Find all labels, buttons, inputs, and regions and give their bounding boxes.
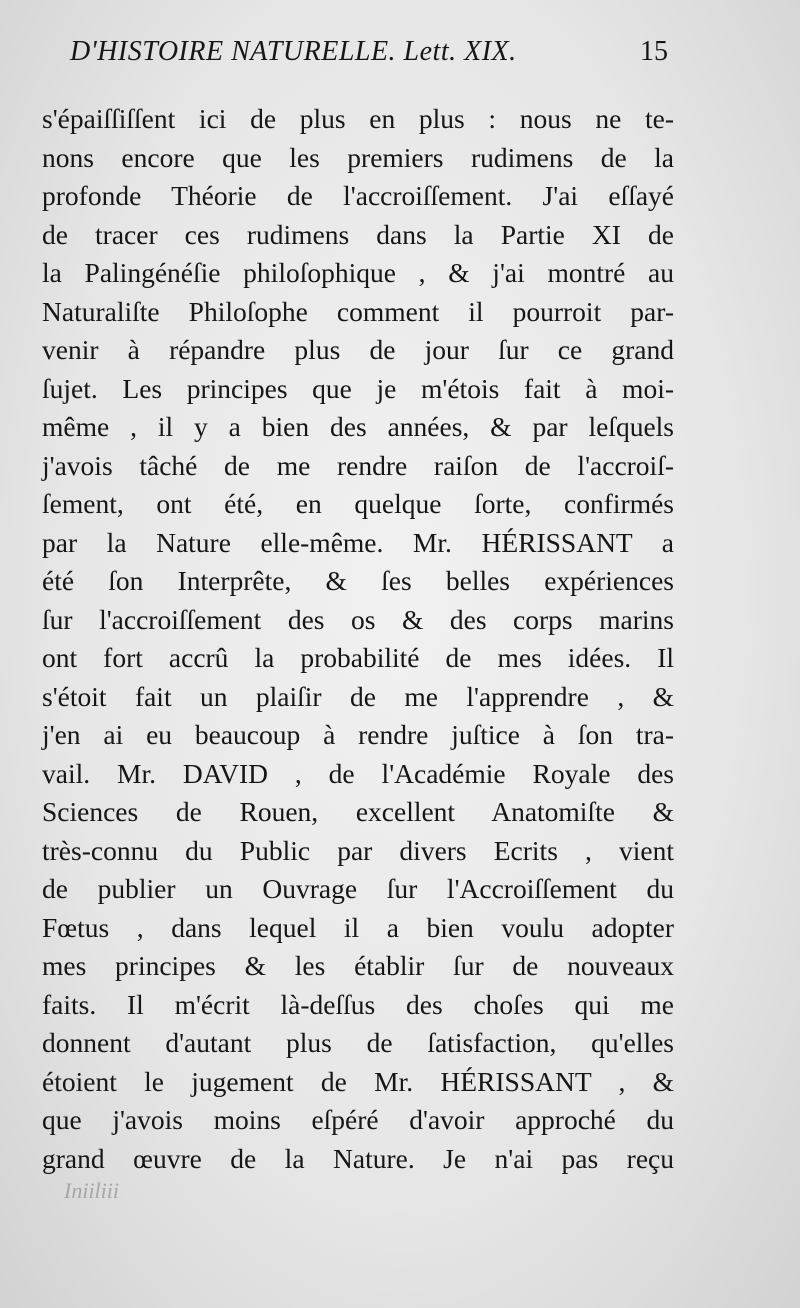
text-line: s'étoit fait un plaiſir de me l'apprendre , & [42,680,674,712]
page-number: 15 [640,36,668,67]
text-line: même , il y a bien des années, & par leſquels [42,411,674,442]
text-line: ſement, ont été, en quelque ſorte, confirmés [42,488,674,519]
text-line: faits. Il m'écrit là-deſſus des choſes qui me [42,988,674,1020]
text-line: Fœtus , dans lequel il a bien voulu adopter [42,911,674,943]
text-line: Naturaliſte Philoſophe comment il pourroit par- [42,295,674,327]
text-line: de publier un Ouvrage ſur l'Accroiſſement du [42,873,674,904]
text-line: Sciences de Rouen, excellent Anatomiſte & [42,796,674,827]
body-text [42,100,674,1178]
faded-show-through-text: Iniiliii [64,1178,119,1203]
running-head: D'HISTOIRE NATURELLE. Lett. XIX. [70,36,517,67]
text-line: été ſon Interprête, & ſes belles expériences [42,565,674,596]
text-line: ont fort accrû la probabilité de mes idées. Il [42,642,674,673]
text-line: mes principes & les établir ſur de nouveaux [42,950,674,981]
text-line: s'épaiſſiſſent ici de plus en plus : nous ne te- [42,103,674,134]
text-line: j'en ai eu beaucoup à rendre juſtice à ſon tra- [42,719,674,750]
text-line: la Palingénéſie philoſophique , & j'ai montré au [42,257,674,288]
text-line: profonde Théorie de l'accroiſſement. J'ai eſſayé [42,180,674,211]
text-line: venir à répandre plus de jour ſur ce grand [42,334,674,365]
text-line: ſur l'accroiſſement des os & des corps marins [42,603,674,635]
text-line: donnent d'autant plus de ſatisfaction, qu'elles [42,1027,674,1058]
text-line: par la Nature elle-même. Mr. HÉRISSANT a [42,526,674,558]
text-line: vail. Mr. DAVID , de l'Académie Royale des [42,757,674,789]
text-line: ſujet. Les principes que je m'étois fait à moi- [42,372,674,404]
text-line: que j'avois moins eſpéré d'avoir approché du [42,1104,674,1135]
text-line: nons encore que les premiers rudimens de la [42,141,674,173]
text-line: très-connu du Public par divers Ecrits , vient [42,834,674,866]
text-line: étoient le jugement de Mr. HÉRISSANT , & [42,1065,674,1097]
text-line: grand œuvre de la Nature. Je n'ai pas reçu [42,1142,674,1174]
text-line: j'avois tâché de me rendre raiſon de l'accroiſ- [42,449,674,481]
text-line: de tracer ces rudimens dans la Partie XI de [42,218,674,250]
